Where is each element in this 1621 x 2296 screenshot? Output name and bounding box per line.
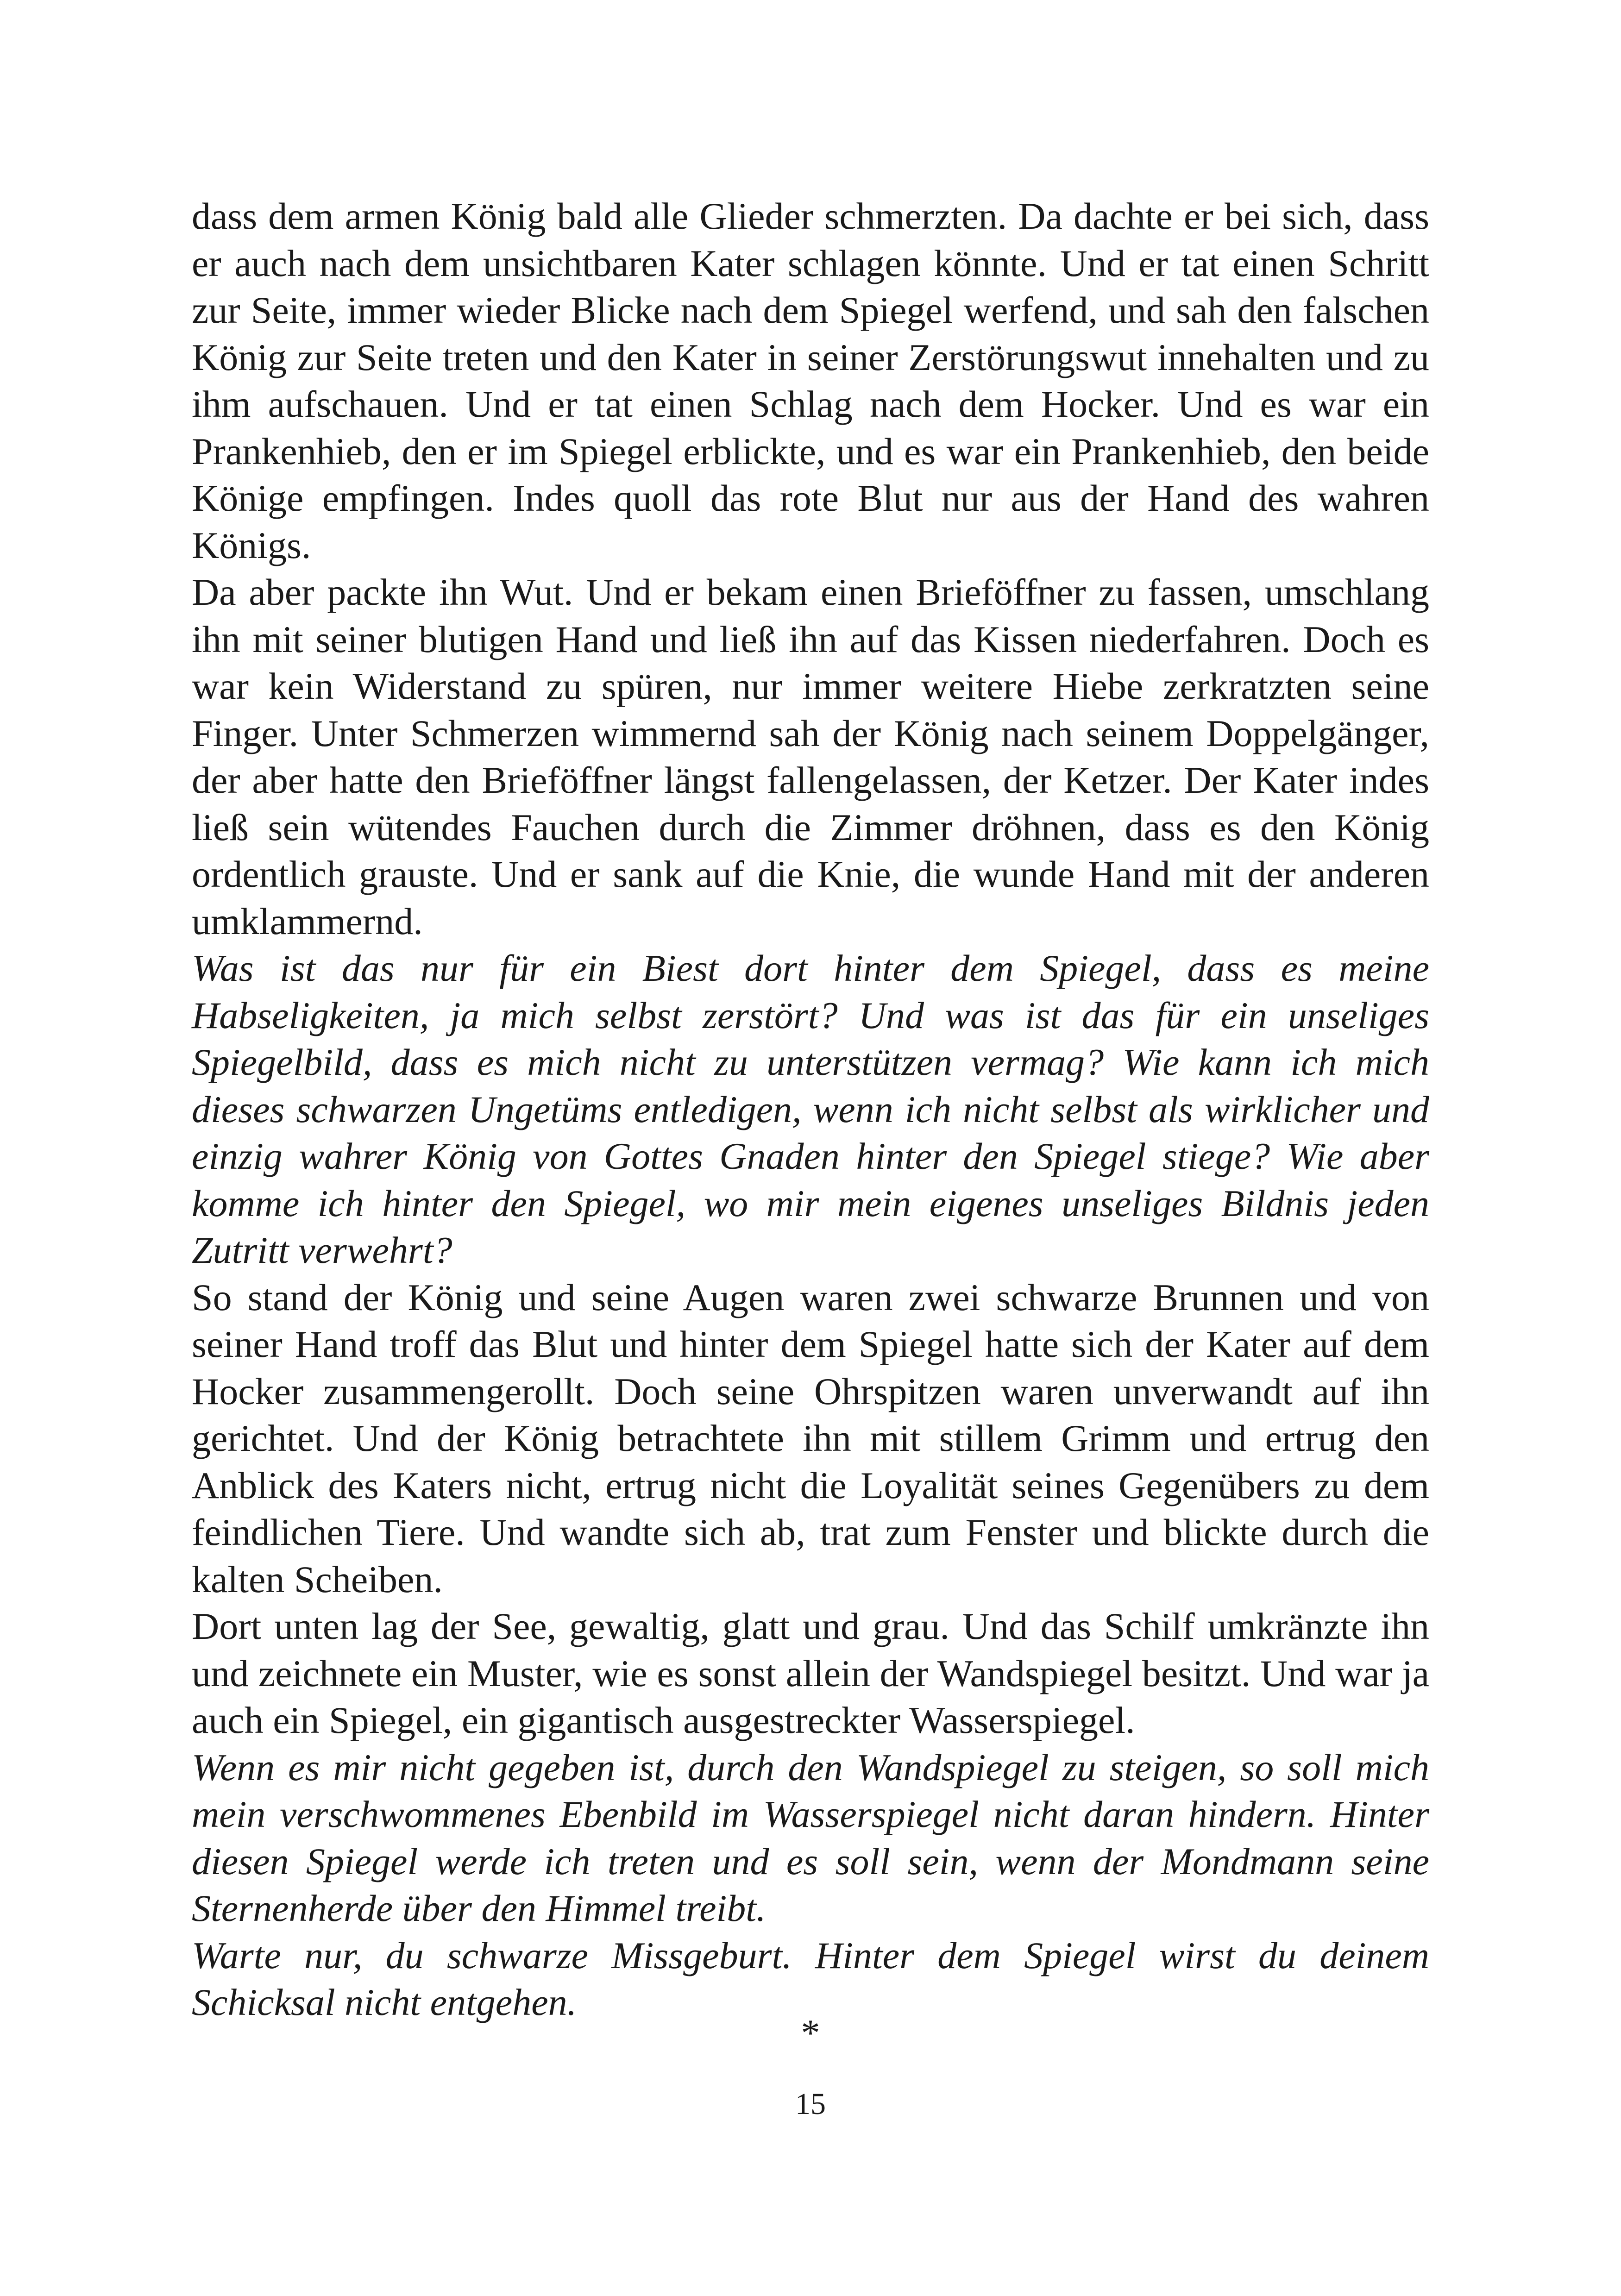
page-number: 15 xyxy=(795,2087,826,2121)
paragraph-2: Da aber packte ihn Wut. Und er bekam einen Brieföffner zu fassen, umschlang ihn mit seiner blutigen Hand und ließ ihn auf das Kissen niederfahren. Doch es war kein Widerstand zu spüren, nur immer weitere Hiebe zerkratzten seine Finger. Unter Schmerzen wimmernd sah der König nach seinem Doppelgänger, der aber hatte den Brieföffner längst fallengelassen, der Ketzer. Der Kater indes ließ sein wütendes Fauchen durch die Zimmer dröhnen, dass es den König ordentlich grauste. Und er sank auf die Knie, die wunde Hand mit der anderen umklammernd. xyxy=(192,571,1429,942)
paragraph-7-thoughts: Warte nur, du schwarze Missgeburt. Hinter dem Spiegel wirst du deinem Schicksal nicht entgehen. xyxy=(192,1934,1429,2023)
body-text xyxy=(192,193,1429,2026)
section-divider: * xyxy=(801,2012,820,2054)
paragraph-4: So stand der König und seine Augen waren zwei schwarze Brunnen und von seiner Hand troff das Blut und hinter dem Spiegel hatte sich der Kater auf dem Hocker zusammengerollt. Doch seine Ohrspitzen waren unverwandt auf ihn gerichtet. Und der König betrachtete ihn mit stillem Grimm und ertrug den Anblick des Katers nicht, ertrug nicht die Loyalität seines Gegenübers zu dem feindlichen Tiere. Und wandte sich ab, trat zum Fenster und blickte durch die kalten Scheiben. xyxy=(192,1276,1429,1600)
paragraph-1: dass dem armen König bald alle Glieder schmerzten. Da dachte er bei sich, dass er auch nach dem unsichtbaren Kater schlagen könnte. Und er tat einen Schritt zur Seite, immer wieder Blicke nach dem Spiegel werfend, und sah den falschen König zur Seite treten und den Kater in seiner Zerstörungswut innehalten und zu ihm aufschauen. Und er tat einen Schlag nach dem Hocker. Und es war ein Prankenhieb, den er im Spiegel erblickte, und es war ein Prankenhieb, den beide Könige empfingen. Indes quoll das rote Blut nur aus der Hand des wahren Königs. xyxy=(192,195,1429,566)
paragraph-5: Dort unten lag der See, gewaltig, glatt und grau. Und das Schilf umkränzte ihn und zeichnete ein Muster, wie es sonst allein der Wandspiegel besitzt. Und war ja auch ein Spiegel, ein gigantisch ausgestreckter Wasserspiegel. xyxy=(192,1605,1429,1741)
paragraph-3-thoughts: Was ist das nur für ein Biest dort hinter dem Spiegel, dass es meine Habseligkeiten, ja mich selbst zerstört? Und was ist das für ein unseliges Spiegelbild, dass es mich nicht zu unterstützen vermag? Wie kann ich mich dieses schwarzen Ungetüms entledigen, wenn ich nicht selbst als wirklicher und einzig wahrer König von Gottes Gnaden hinter den Spiegel stiege? Wie aber komme ich hinter den Spiegel, wo mir mein eigenes unseliges Bildnis jeden Zutritt verwehrt? xyxy=(192,947,1429,1271)
paragraph-6-thoughts: Wenn es mir nicht gegeben ist, durch den Wandspiegel zu steigen, so soll mich mein verschwommenes Ebenbild im Wasserspiegel nicht daran hindern. Hinter diesen Spiegel werde ich treten und es soll sein, wenn der Mondmann seine Sternenherde über den Himmel treibt. xyxy=(192,1746,1429,1929)
